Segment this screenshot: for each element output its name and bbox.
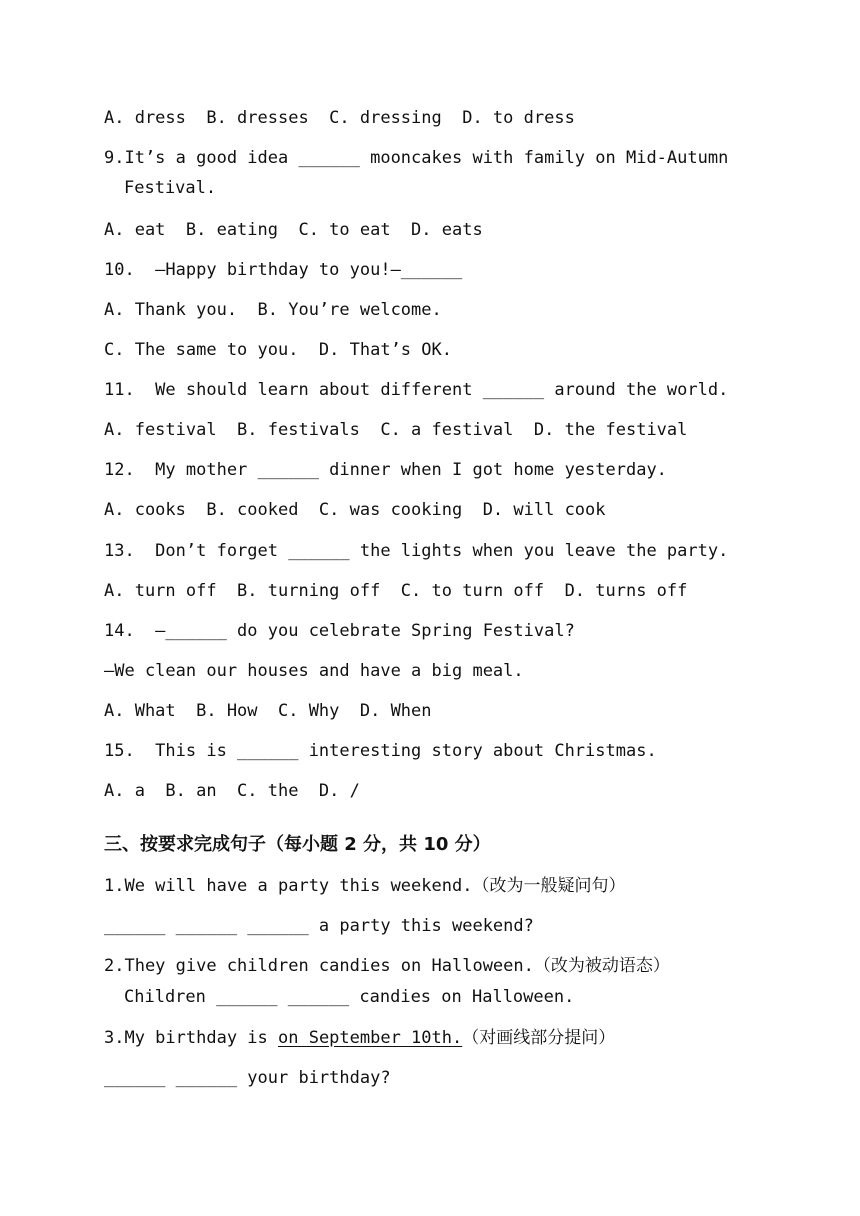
- q12-stem: 12. My mother ______ dinner when I got home yesterday.: [104, 460, 667, 480]
- q14-stem: 14. —______ do you celebrate Spring Festival?: [104, 621, 575, 641]
- q15-stem: 15. This is ______ interesting story about Christmas.: [104, 741, 657, 761]
- q12-options: A. cooks B. cooked C. was cooking D. will cook: [104, 500, 606, 520]
- q8-options: A. dress B. dresses C. dressing D. to dress: [104, 108, 575, 128]
- section-3-heading: 三、按要求完成句子（每小题 2 分，共 10 分）: [104, 834, 491, 855]
- q9-stem-continued: Festival.: [124, 178, 217, 198]
- q9-stem: 9.It’s a good idea ______ mooncakes with family on Mid-Autumn: [104, 148, 729, 168]
- q14-answer-line: —We clean our houses and have a big meal.: [104, 661, 524, 681]
- s3-q1-answer: ______ ______ ______ a party this weekend?: [104, 916, 534, 936]
- s3-q3-stem: [104, 1027, 615, 1049]
- q13-options: A. turn off B. turning off C. to turn off D. turns off: [104, 581, 688, 601]
- q11-options: A. festival B. festivals C. a festival D. the festival: [104, 420, 688, 440]
- s3-q2-stem: 2.They give children candies on Halloween.（改为被动语态）: [104, 956, 670, 976]
- q15-options: A. a B. an C. the D. /: [104, 781, 360, 801]
- q10-stem: 10. —Happy birthday to you!—______: [104, 260, 463, 280]
- s3-q2-answer: Children ______ ______ candies on Halloween.: [124, 987, 575, 1007]
- q13-stem: 13. Don’t forget ______ the lights when you leave the party.: [104, 541, 729, 561]
- s3-q1-stem: 1.We will have a party this weekend.（改为一般疑问句）: [104, 876, 626, 896]
- s3-q3-answer: ______ ______ your birthday?: [104, 1068, 391, 1088]
- s3-q3-prefix: 3.My birthday is: [104, 1028, 278, 1048]
- q11-stem: 11. We should learn about different ______ around the world.: [104, 380, 729, 400]
- s3-q3-instruction: （对画线部分提问）: [462, 1028, 616, 1048]
- q10-options-cd: C. The same to you. D. That’s OK.: [104, 340, 452, 360]
- q9-options: A. eat B. eating C. to eat D. eats: [104, 220, 483, 240]
- s3-q3-underlined-phrase: on September 10th.: [278, 1028, 463, 1048]
- q14-options: A. What B. How C. Why D. When: [104, 701, 432, 721]
- q10-options-ab: A. Thank you. B. You’re welcome.: [104, 300, 442, 320]
